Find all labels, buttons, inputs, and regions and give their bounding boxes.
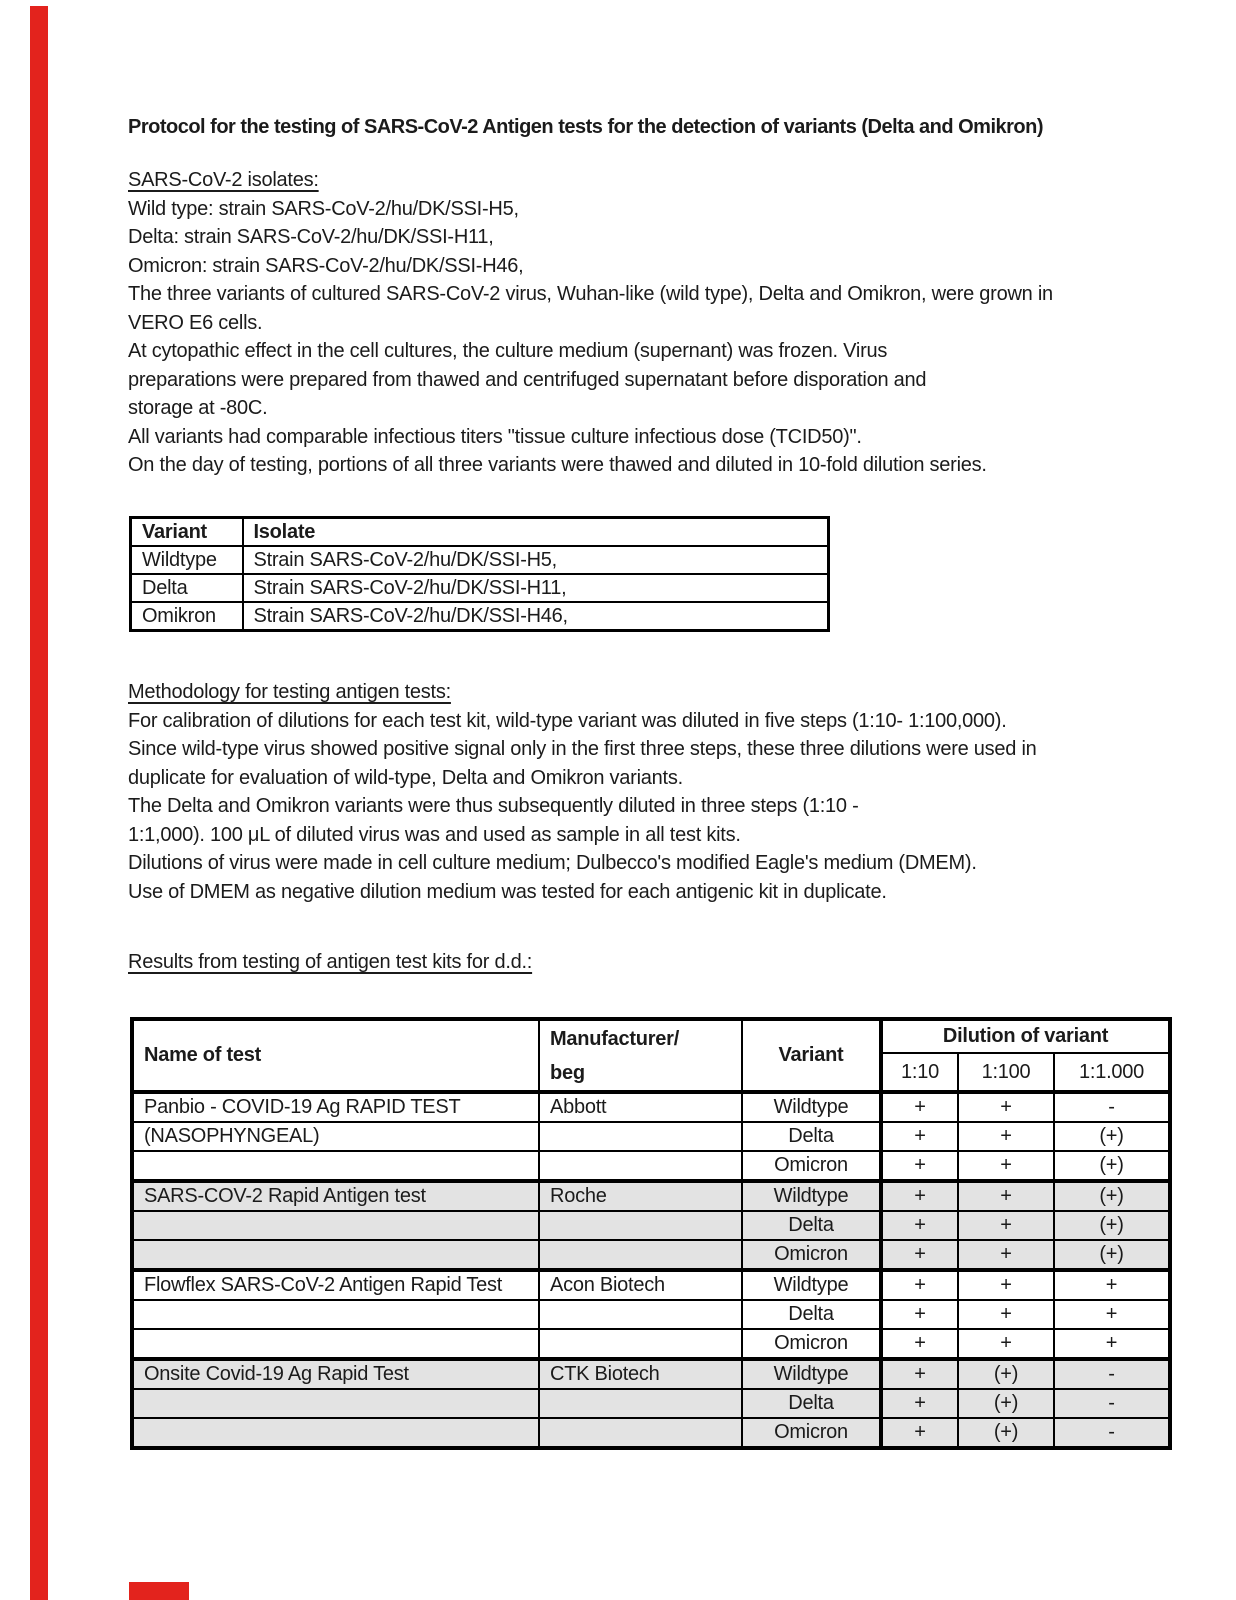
isolate-table-header-variant: Variant <box>131 518 243 547</box>
table-row <box>132 1092 1170 1122</box>
paragraph-line: Dilutions of virus were made in cell culture medium; Dulbecco's modified Eagle's medium (DMEM). <box>128 852 977 874</box>
manufacturer-cell <box>539 1418 742 1448</box>
variant-cell: Omikron <box>131 602 243 631</box>
dilution-1-100-cell: + <box>958 1329 1054 1359</box>
paragraph-line: On the day of testing, portions of all three variants were thawed and diluted in 10-fold dilution series. <box>128 454 987 476</box>
test-name-cell: (NASOPHYNGEAL) <box>132 1122 539 1151</box>
dilution-1-1000-cell: (+) <box>1054 1240 1170 1270</box>
table-row <box>131 546 829 574</box>
dilution-1-10-cell: + <box>881 1240 958 1270</box>
paragraph-line: 1:1,000). 100 μL of diluted virus was and used as sample in all test kits. <box>128 823 741 846</box>
manufacturer-cell <box>539 1329 742 1359</box>
dilution-1-1000-cell: + <box>1054 1300 1170 1329</box>
isolate-table-header-row <box>131 518 829 547</box>
dilution-1-10-cell: + <box>881 1418 958 1448</box>
manufacturer-cell <box>539 1300 742 1329</box>
dilution-1-100-cell: + <box>958 1300 1054 1329</box>
results-header-row <box>132 1019 1170 1053</box>
dilution-1-1000-cell: + <box>1054 1329 1170 1359</box>
table-row <box>132 1389 1170 1418</box>
document-title: Protocol for the testing of SARS-CoV-2 Antigen tests for the detection of variants (Delta and Omikron) <box>128 116 1044 138</box>
variant-cell: Wildtype <box>742 1092 881 1122</box>
red-footer-mark <box>129 1582 189 1600</box>
header-manufacturer <box>539 1019 742 1092</box>
paragraph-line: Use of DMEM as negative dilution medium was tested for each antigenic kit in duplicate. <box>128 880 887 903</box>
table-row <box>132 1240 1170 1270</box>
test-name-cell <box>132 1389 539 1418</box>
variant-cell: Wildtype <box>131 546 243 574</box>
header-name-of-test: Name of test <box>132 1019 539 1092</box>
isolate-cell: Strain SARS-CoV-2/hu/DK/SSI-H5, <box>243 546 829 574</box>
dilution-1-1000-cell: (+) <box>1054 1181 1170 1211</box>
variant-cell: Wildtype <box>742 1181 881 1211</box>
dilution-1-10-cell: + <box>881 1329 958 1359</box>
methodology-section <box>128 678 1037 906</box>
variant-cell: Delta <box>742 1300 881 1329</box>
test-name-cell <box>132 1329 539 1359</box>
dilution-1-100-cell: + <box>958 1240 1054 1270</box>
dilution-1-1000-cell: (+) <box>1054 1122 1170 1151</box>
header-variant: Variant <box>742 1019 881 1092</box>
dilution-1-1000-cell: (+) <box>1054 1151 1170 1181</box>
header-dilution-1-1000: 1:1.000 <box>1054 1053 1170 1092</box>
variant-cell: Omicron <box>742 1329 881 1359</box>
dilution-1-10-cell: + <box>881 1359 958 1389</box>
dilution-1-100-cell: + <box>958 1211 1054 1240</box>
dilution-1-1000-cell: - <box>1054 1389 1170 1418</box>
dilution-1-100-cell: (+) <box>958 1389 1054 1418</box>
isolates-section <box>128 166 1053 480</box>
dilution-1-100-cell: + <box>958 1122 1054 1151</box>
paragraph-line: The Delta and Omikron variants were thus subsequently diluted in three steps (1:10 - <box>128 795 859 817</box>
isolate-table-header-isolate: Isolate <box>243 518 829 547</box>
isolate-cell: Strain SARS-CoV-2/hu/DK/SSI-H11, <box>243 574 829 602</box>
test-name-cell <box>132 1418 539 1448</box>
paragraph-line: Wild type: strain SARS-CoV-2/hu/DK/SSI-H5, <box>128 197 519 220</box>
dilution-1-10-cell: + <box>881 1181 958 1211</box>
test-name-cell <box>132 1151 539 1181</box>
header-dilution-1-10: 1:10 <box>881 1053 958 1092</box>
paragraph-line: For calibration of dilutions for each test kit, wild-type variant was diluted in five steps (1:10- 1:100,000). <box>128 709 1007 732</box>
dilution-1-100-cell: + <box>958 1270 1054 1300</box>
variant-cell: Omicron <box>742 1418 881 1448</box>
header-dilution-1-100: 1:100 <box>958 1053 1054 1092</box>
dilution-1-100-cell: + <box>958 1181 1054 1211</box>
manufacturer-cell: Acon Biotech <box>539 1270 742 1300</box>
dilution-1-100-cell: (+) <box>958 1359 1054 1389</box>
paragraph-line: Omicron: strain SARS-CoV-2/hu/DK/SSI-H46, <box>128 254 524 277</box>
paragraph-line: storage at -80C. <box>128 397 268 419</box>
dilution-1-10-cell: + <box>881 1389 958 1418</box>
paragraph-line: The three variants of cultured SARS-CoV-2 virus, Wuhan-like (wild type), Delta and Omikron, were grown in <box>128 283 1053 305</box>
paragraph-line: VERO E6 cells. <box>128 311 263 334</box>
paragraph-line: At cytopathic effect in the cell cultures, the culture medium (supernant) was frozen. Virus <box>128 340 888 362</box>
manufacturer-cell: CTK Biotech <box>539 1359 742 1389</box>
variant-cell: Delta <box>742 1211 881 1240</box>
dilution-1-100-cell: (+) <box>958 1418 1054 1448</box>
dilution-1-10-cell: + <box>881 1211 958 1240</box>
test-name-cell: Panbio - COVID-19 Ag RAPID TEST <box>132 1092 539 1122</box>
dilution-1-1000-cell: - <box>1054 1418 1170 1448</box>
variant-cell: Wildtype <box>742 1270 881 1300</box>
variant-cell: Delta <box>742 1122 881 1151</box>
manufacturer-cell <box>539 1240 742 1270</box>
paragraph-line: Since wild-type virus showed positive signal only in the first three steps, these three dilutions were used in <box>128 738 1037 760</box>
manufacturer-cell <box>539 1389 742 1418</box>
manufacturer-cell: Abbott <box>539 1092 742 1122</box>
table-row <box>132 1181 1170 1211</box>
variant-cell: Omicron <box>742 1240 881 1270</box>
test-name-cell <box>132 1300 539 1329</box>
dilution-1-10-cell: + <box>881 1122 958 1151</box>
table-row <box>132 1329 1170 1359</box>
variant-cell: Delta <box>742 1389 881 1418</box>
manufacturer-cell <box>539 1211 742 1240</box>
paragraph-line: Delta: strain SARS-CoV-2/hu/DK/SSI-H11, <box>128 226 494 248</box>
test-name-cell: Flowflex SARS-CoV-2 Antigen Rapid Test <box>132 1270 539 1300</box>
table-row <box>132 1270 1170 1300</box>
table-row <box>132 1418 1170 1448</box>
manufacturer-cell: Roche <box>539 1181 742 1211</box>
dilution-1-10-cell: + <box>881 1300 958 1329</box>
header-dilution-group: Dilution of variant <box>881 1019 1170 1053</box>
results-table <box>130 1017 1172 1450</box>
dilution-1-1000-cell: + <box>1054 1270 1170 1300</box>
paragraph-line: All variants had comparable infectious titers "tissue culture infectious dose (TCID50)". <box>128 425 862 448</box>
dilution-1-1000-cell: - <box>1054 1359 1170 1389</box>
table-row <box>132 1122 1170 1151</box>
header-manufacturer-line1: Manufacturer/ <box>550 1027 679 1050</box>
dilution-1-100-cell: + <box>958 1092 1054 1122</box>
test-name-cell <box>132 1240 539 1270</box>
dilution-1-1000-cell: (+) <box>1054 1211 1170 1240</box>
table-row <box>131 574 829 602</box>
dilution-1-10-cell: + <box>881 1151 958 1181</box>
table-row <box>132 1300 1170 1329</box>
paragraph-line: duplicate for evaluation of wild-type, Delta and Omikron variants. <box>128 766 683 789</box>
results-heading: Results from testing of antigen test kits for d.d.: <box>128 951 533 973</box>
test-name-cell <box>132 1211 539 1240</box>
variant-cell: Delta <box>131 574 243 602</box>
paragraph-line: preparations were prepared from thawed and centrifuged supernatant before disporation and <box>128 368 927 391</box>
table-row <box>132 1151 1170 1181</box>
table-row <box>131 602 829 631</box>
isolate-cell: Strain SARS-CoV-2/hu/DK/SSI-H46, <box>243 602 829 631</box>
table-row <box>132 1211 1170 1240</box>
isolates-heading: SARS-CoV-2 isolates: <box>128 169 319 191</box>
dilution-1-100-cell: + <box>958 1151 1054 1181</box>
table-row <box>132 1359 1170 1389</box>
dilution-1-10-cell: + <box>881 1092 958 1122</box>
test-name-cell: SARS-COV-2 Rapid Antigen test <box>132 1181 539 1211</box>
isolate-table <box>129 516 830 632</box>
variant-cell: Wildtype <box>742 1359 881 1389</box>
manufacturer-cell <box>539 1122 742 1151</box>
methodology-heading: Methodology for testing antigen tests: <box>128 681 451 703</box>
test-name-cell: Onsite Covid-19 Ag Rapid Test <box>132 1359 539 1389</box>
manufacturer-cell <box>539 1151 742 1181</box>
variant-cell: Omicron <box>742 1151 881 1181</box>
header-manufacturer-line2: beg <box>550 1061 585 1084</box>
dilution-1-1000-cell: - <box>1054 1092 1170 1122</box>
dilution-1-10-cell: + <box>881 1270 958 1300</box>
red-left-margin-bar <box>30 6 48 1600</box>
